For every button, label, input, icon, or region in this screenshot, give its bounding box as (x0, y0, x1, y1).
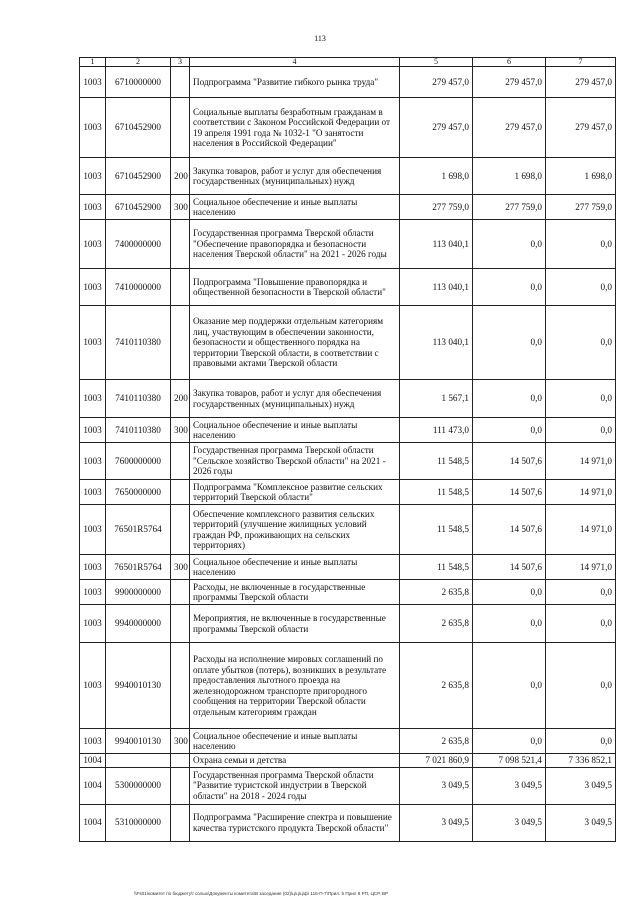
amount-col7-cell: 0,0 (546, 306, 616, 380)
target-article-cell (106, 754, 171, 768)
section-code-cell: 1003 (80, 195, 106, 220)
target-article-cell: 6710452900 (106, 98, 171, 158)
target-article-cell: 7410000000 (106, 269, 171, 306)
table-row (80, 767, 616, 804)
amount-col6-cell: 0,0 (473, 580, 546, 605)
amount-col6-cell: 0,0 (473, 220, 546, 269)
amount-col5-cell: 279 457,0 (400, 67, 473, 98)
expense-name-cell: Подпрограмма "Развитие гибкого рынка труда" (190, 67, 400, 98)
target-article-cell: 7400000000 (106, 220, 171, 269)
target-article-cell: 9940000000 (106, 605, 171, 643)
amount-col7-cell: 0,0 (546, 380, 616, 418)
table-row (80, 804, 616, 841)
expense-type-cell (171, 67, 190, 98)
amount-col5-cell: 113 040,1 (400, 269, 473, 306)
amount-col6-cell: 0,0 (473, 380, 546, 418)
amount-col6-cell: 1 698,0 (473, 158, 546, 195)
amount-col5-cell: 279 457,0 (400, 98, 473, 158)
expense-type-cell (171, 804, 190, 841)
column-number-2: 2 (106, 58, 171, 67)
target-article-cell: 9900000000 (106, 580, 171, 605)
amount-col5-cell: 1 567,1 (400, 380, 473, 418)
expense-name-cell: Охрана семьи и детства (190, 754, 400, 768)
table-row (80, 220, 616, 269)
section-code-cell: 1003 (80, 269, 106, 306)
target-article-cell: 6710452900 (106, 158, 171, 195)
amount-col5-cell: 3 049,5 (400, 767, 473, 804)
target-article-cell: 9940010130 (106, 729, 171, 754)
column-number-5: 5 (400, 58, 473, 67)
expense-type-cell (171, 580, 190, 605)
amount-col7-cell: 1 698,0 (546, 158, 616, 195)
amount-col7-cell: 0,0 (546, 418, 616, 443)
expense-name-cell: Государственная программа Тверской области "Обеспечение правопорядка и безопасности населения Тверской области" на 2021 - 2026 годы (190, 220, 400, 269)
amount-col5-cell: 2 635,8 (400, 605, 473, 643)
expense-name-cell: Социальные выплаты безработным гражданам в соответствии с Законом Российской Федерации от 19 апреля 1991 года № 1032-1 "О занятости населения в Российской Федерации" (190, 98, 400, 158)
expense-type-cell (171, 605, 190, 643)
amount-col7-cell: 0,0 (546, 220, 616, 269)
table-row (80, 580, 616, 605)
table-row (80, 418, 616, 443)
amount-col7-cell: 14 971,0 (546, 480, 616, 505)
section-code-cell: 1003 (80, 306, 106, 380)
table-row (80, 158, 616, 195)
table-row (80, 380, 616, 418)
section-code-cell: 1003 (80, 505, 106, 555)
amount-col5-cell: 113 040,1 (400, 306, 473, 380)
expense-name-cell: Подпрограмма "Повышение правопорядка и общественной безопасности в Тверской области" (190, 269, 400, 306)
section-code-cell: 1003 (80, 67, 106, 98)
amount-col6-cell: 0,0 (473, 418, 546, 443)
expense-type-cell (171, 306, 190, 380)
column-number-4: 4 (190, 58, 400, 67)
expense-type-cell (171, 754, 190, 768)
column-number-3: 3 (171, 58, 190, 67)
table-row (80, 195, 616, 220)
amount-col6-cell: 14 507,6 (473, 480, 546, 505)
amount-col6-cell: 0,0 (473, 605, 546, 643)
amount-col6-cell: 0,0 (473, 729, 546, 754)
table-row (80, 98, 616, 158)
section-code-cell: 1003 (80, 98, 106, 158)
section-code-cell: 1003 (80, 418, 106, 443)
table-row (80, 729, 616, 754)
expense-name-cell: Расходы, не включенные в государственные программы Тверской области (190, 580, 400, 605)
expense-name-cell: Подпрограмма "Расширение спектра и повышение качества туристского продукта Тверской области" (190, 804, 400, 841)
expense-type-cell: 300 (171, 729, 190, 754)
section-code-cell: 1003 (80, 643, 106, 729)
section-code-cell: 1003 (80, 729, 106, 754)
amount-col6-cell: 0,0 (473, 643, 546, 729)
expense-type-cell (171, 269, 190, 306)
expense-name-cell: Оказание мер поддержки отдельным категориям лиц, участвующим в обеспечении законности, безопасности и общественного порядка на территории Тверской области, в соответствии с правовыми актами Тверской области (190, 306, 400, 380)
amount-col7-cell: 14 971,0 (546, 505, 616, 555)
expense-type-cell (171, 220, 190, 269)
section-code-cell: 1003 (80, 158, 106, 195)
amount-col6-cell: 279 457,0 (473, 98, 546, 158)
expense-name-cell: Закупка товаров, работ и услуг для обеспечения государственных (муниципальных) нужд (190, 158, 400, 195)
expense-name-cell: Социальное обеспечение и иные выплаты населению (190, 195, 400, 220)
target-article-cell: 76501R5764 (106, 555, 171, 580)
column-number-1: 1 (80, 58, 106, 67)
target-article-cell: 7650000000 (106, 480, 171, 505)
section-code-cell: 1003 (80, 580, 106, 605)
expense-type-cell (171, 643, 190, 729)
expense-name-cell: Социальное обеспечение и иные выплаты населению (190, 418, 400, 443)
table-row (80, 555, 616, 580)
amount-col5-cell: 3 049,5 (400, 804, 473, 841)
target-article-cell: 7410110380 (106, 380, 171, 418)
amount-col5-cell: 277 759,0 (400, 195, 473, 220)
target-article-cell: 7410110380 (106, 306, 171, 380)
amount-col6-cell: 279 457,0 (473, 67, 546, 98)
amount-col7-cell: 3 049,5 (546, 767, 616, 804)
section-code-cell: 1003 (80, 605, 106, 643)
table-row (80, 480, 616, 505)
amount-col7-cell: 7 336 852,1 (546, 754, 616, 768)
expense-name-cell: Расходы на исполнение мировых соглашений по оплате убытков (потерь), возникших в результате предоставления льготного проезда на железнодорожном транспорте пригородного сообщения на территории Тверской области отдельным категориям граждан (190, 643, 400, 729)
amount-col7-cell: 279 457,0 (546, 67, 616, 98)
expense-name-cell: Государственная программа Тверской области "Развитие туристской индустрии в Тверской области" на 2018 - 2024 годы (190, 767, 400, 804)
table-row (80, 643, 616, 729)
amount-col7-cell: 279 457,0 (546, 98, 616, 158)
expense-type-cell: 300 (171, 195, 190, 220)
expense-type-cell: 200 (171, 380, 190, 418)
section-code-cell: 1003 (80, 480, 106, 505)
column-number-6: 6 (473, 58, 546, 67)
expense-type-cell: 300 (171, 555, 190, 580)
amount-col5-cell: 11 548,5 (400, 443, 473, 480)
amount-col6-cell: 0,0 (473, 306, 546, 380)
section-code-cell: 1004 (80, 754, 106, 768)
expense-type-cell (171, 480, 190, 505)
table-row (80, 505, 616, 555)
amount-col5-cell: 2 635,8 (400, 643, 473, 729)
amount-col7-cell: 277 759,0 (546, 195, 616, 220)
section-code-cell: 1003 (80, 443, 106, 480)
amount-col6-cell: 0,0 (473, 269, 546, 306)
target-article-cell: 6710000000 (106, 67, 171, 98)
file-path-footer: \\Fs01\комитет по бюджету\! солых\Документы комитета\В заседание (02)\ц\ц\ц\ф\ 115-П-7\Прил. 5 Прил 8 РП, ЦСР, ВР (134, 891, 389, 896)
amount-col6-cell: 14 507,6 (473, 555, 546, 580)
amount-col5-cell: 11 548,5 (400, 555, 473, 580)
amount-col5-cell: 7 021 860,9 (400, 754, 473, 768)
target-article-cell: 6710452900 (106, 195, 171, 220)
amount-col6-cell: 7 098 521,4 (473, 754, 546, 768)
expense-name-cell: Обеспечение комплексного развития сельских территорий (улучшение жилищных условий граждан РФ, проживающих на сельских территориях) (190, 505, 400, 555)
amount-col5-cell: 11 548,5 (400, 480, 473, 505)
amount-col5-cell: 111 473,0 (400, 418, 473, 443)
amount-col5-cell: 1 698,0 (400, 158, 473, 195)
expense-type-cell (171, 98, 190, 158)
expense-type-cell (171, 505, 190, 555)
table-row (80, 443, 616, 480)
target-article-cell: 7600000000 (106, 443, 171, 480)
amount-col7-cell: 0,0 (546, 729, 616, 754)
column-number-7: 7 (546, 58, 616, 67)
section-code-cell: 1004 (80, 767, 106, 804)
amount-col7-cell: 0,0 (546, 605, 616, 643)
amount-col7-cell: 0,0 (546, 269, 616, 306)
amount-col7-cell: 0,0 (546, 580, 616, 605)
target-article-cell: 7410110380 (106, 418, 171, 443)
target-article-cell: 5300000000 (106, 767, 171, 804)
expense-name-cell: Социальное обеспечение и иные выплаты населению (190, 729, 400, 754)
expense-type-cell (171, 443, 190, 480)
table-row (80, 67, 616, 98)
amount-col7-cell: 14 971,0 (546, 555, 616, 580)
amount-col6-cell: 277 759,0 (473, 195, 546, 220)
amount-col5-cell: 2 635,8 (400, 729, 473, 754)
amount-col7-cell: 14 971,0 (546, 443, 616, 480)
target-article-cell: 5310000000 (106, 804, 171, 841)
section-code-cell: 1003 (80, 555, 106, 580)
budget-table (79, 57, 616, 842)
expense-name-cell: Закупка товаров, работ и услуг для обеспечения государственных (муниципальных) нужд (190, 380, 400, 418)
expense-type-cell: 300 (171, 418, 190, 443)
expense-name-cell: Государственная программа Тверской области "Сельское хозяйство Тверской области" на 2021 - 2026 годы (190, 443, 400, 480)
expense-type-cell: 200 (171, 158, 190, 195)
table-row (80, 269, 616, 306)
amount-col5-cell: 11 548,5 (400, 505, 473, 555)
amount-col6-cell: 14 507,6 (473, 505, 546, 555)
section-code-cell: 1003 (80, 380, 106, 418)
section-code-cell: 1004 (80, 804, 106, 841)
table-row (80, 306, 616, 380)
target-article-cell: 76501R5764 (106, 505, 171, 555)
expense-name-cell: Социальное обеспечение и иные выплаты населению (190, 555, 400, 580)
expense-type-cell (171, 767, 190, 804)
table-row (80, 605, 616, 643)
table-row (80, 754, 616, 768)
expense-name-cell: Подпрограмма "Комплексное развитие сельских территорий Тверской области" (190, 480, 400, 505)
section-code-cell: 1003 (80, 220, 106, 269)
amount-col6-cell: 3 049,5 (473, 767, 546, 804)
amount-col7-cell: 3 049,5 (546, 804, 616, 841)
amount-col6-cell: 3 049,5 (473, 804, 546, 841)
amount-col5-cell: 113 040,1 (400, 220, 473, 269)
expense-name-cell: Мероприятия, не включенные в государственные программы Тверской области (190, 605, 400, 643)
amount-col7-cell: 0,0 (546, 643, 616, 729)
table-header (80, 58, 616, 67)
table-body (80, 67, 616, 842)
page-number: 113 (314, 34, 326, 43)
target-article-cell: 9940010130 (106, 643, 171, 729)
amount-col6-cell: 14 507,6 (473, 443, 546, 480)
amount-col5-cell: 2 635,8 (400, 580, 473, 605)
